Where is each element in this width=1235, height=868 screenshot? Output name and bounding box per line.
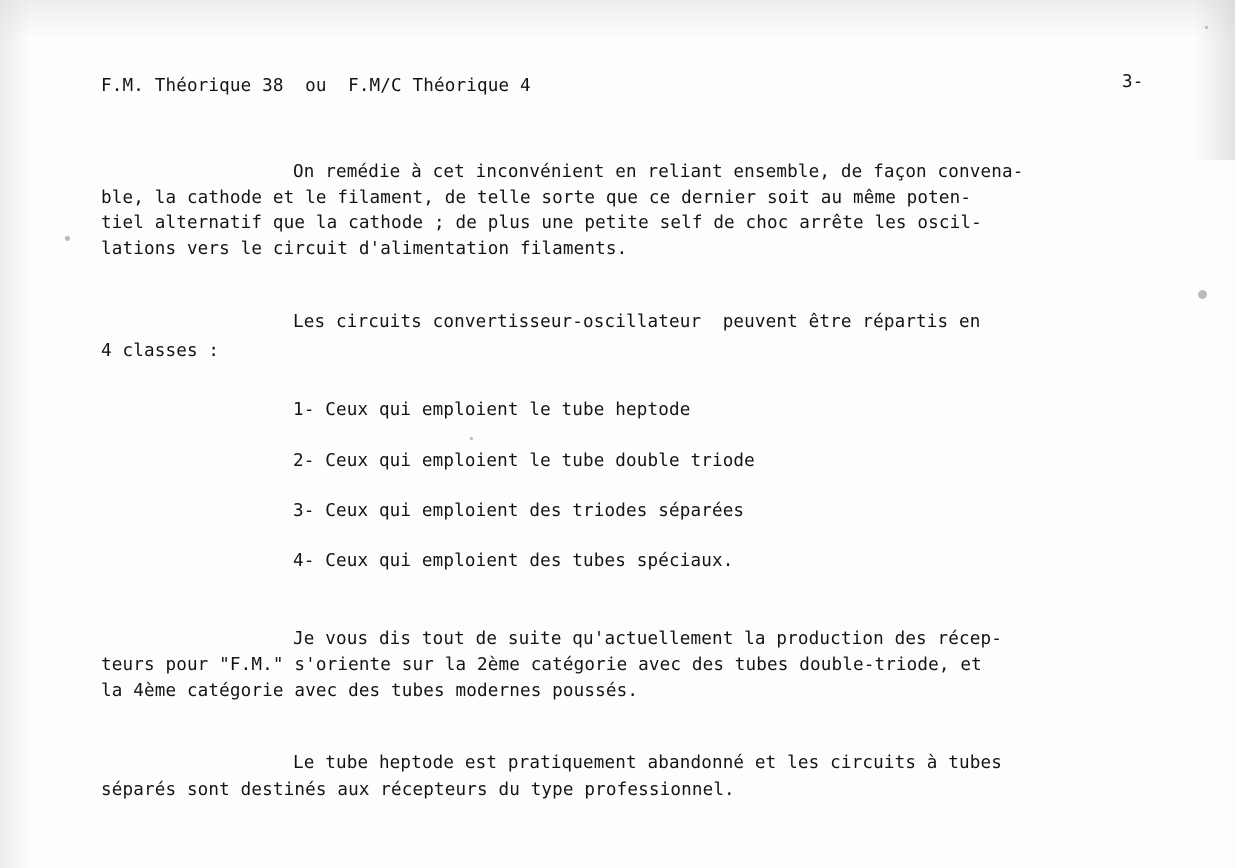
scan-speck	[470, 437, 473, 440]
paragraph-4-line: séparés sont destinés aux récepteurs du type professionnel.	[101, 780, 735, 800]
list-item: 1- Ceux qui emploient le tube heptode	[293, 400, 691, 420]
scan-shadow-top	[0, 0, 1235, 40]
scan-speck	[1198, 290, 1207, 299]
scan-shadow-right	[1195, 0, 1235, 160]
scan-shadow-left	[0, 0, 30, 868]
page-number: 3-	[1122, 72, 1144, 92]
scan-speck	[1205, 26, 1208, 29]
paragraph-2-line: Les circuits convertisseur-oscillateur peuvent être répartis en	[293, 312, 981, 332]
paragraph-3-line: teurs pour "F.M." s'oriente sur la 2ème catégorie avec des tubes double-triode, et	[101, 655, 982, 675]
paragraph-4-line: Le tube heptode est pratiquement abandonné et les circuits à tubes	[293, 753, 1002, 773]
paragraph-1-line: lations vers le circuit d'alimentation filaments.	[101, 239, 628, 259]
scan-speck	[65, 236, 70, 241]
paragraph-1-line: tiel alternatif que la cathode ; de plus une petite self de choc arrête les oscil-	[101, 213, 982, 233]
paragraph-1-line: ble, la cathode et le filament, de telle sorte que ce dernier soit au même poten-	[101, 188, 972, 208]
page-header-title: F.M. Théorique 38 ou F.M/C Théorique 4	[101, 76, 531, 96]
list-item: 3- Ceux qui emploient des triodes séparées	[293, 501, 745, 521]
paragraph-2-line: 4 classes :	[101, 341, 220, 361]
list-item: 2- Ceux qui emploient le tube double triode	[293, 451, 755, 471]
paragraph-3-line: Je vous dis tout de suite qu'actuellement la production des récep-	[293, 629, 1002, 649]
paragraph-3-line: la 4ème catégorie avec des tubes modernes poussés.	[101, 681, 639, 701]
paragraph-1-line: On remédie à cet inconvénient en reliant ensemble, de façon convena-	[293, 162, 1024, 182]
list-item: 4- Ceux qui emploient des tubes spéciaux.	[293, 551, 734, 571]
